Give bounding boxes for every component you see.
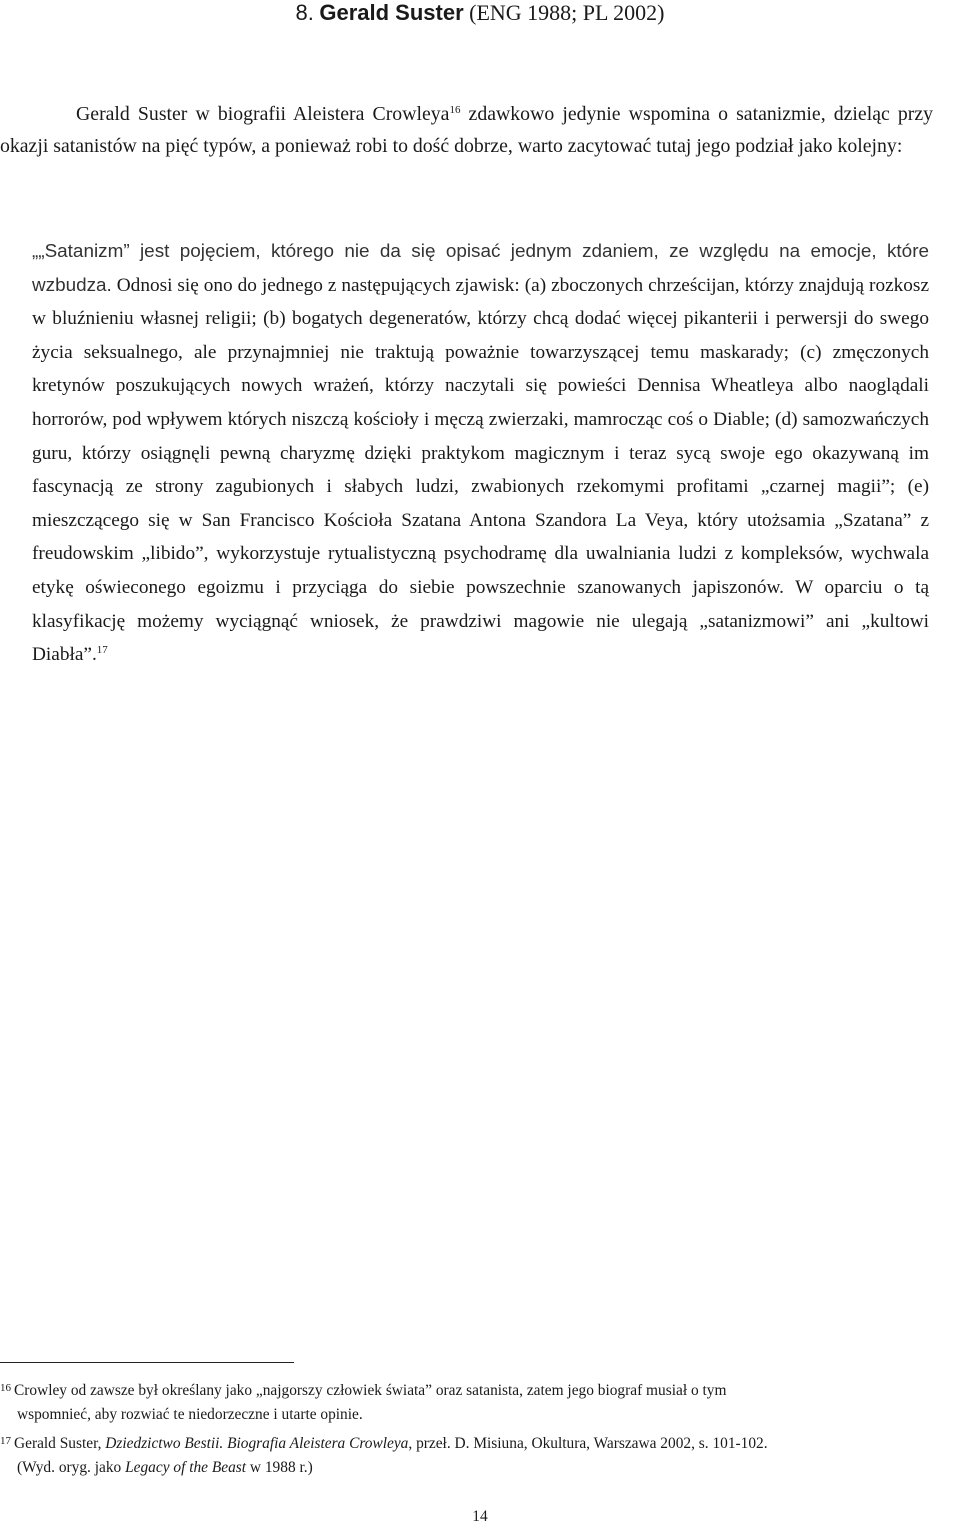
quote-serif-part: Odnosi się ono do jednego z następujących zjawisk: (a) zboczonych chrześcijan, którzy znajdują rozkosz w bluźnieniu własnej religii; (b) bogatych degeneratów, którzy chcą dodać więcej pikanterii i perwersji do swego życia seksualnego, ale przynajmniej nie traktują poważnie towarzyszącej temu maskarady; (c) zmęczonych kretynów poszukujących nowych wrażeń, którzy naczytali się powieści Dennisa Wheatleya albo naoglądali horrorów, pod wpływem których niszczą kościoły i męczą zwierzaki, mamrocząc coś o Diable; (d) samozwańczych guru, którzy osiągnęli pewną charyzmę dzięki praktykom magicznym i teraz sycą swoje ego okazywaną im fascynacją ze strony zagubionych i słabych ludzi, zwabionych rzekomymi profitami „czarnej magii”; (e) mieszczącego się w San Francisco Kościoła Szatana Antona Szandora La Veya, który utożsamia „Szatana” z freudowskim „libido”, wykorzystuje rytualistyczną psychodramę dla uwalniania ludzi z kompleksów, wychwala etykę oświeconego egoizmu i przyciąga do siebie powszechnie szanowanych japiszonów. W oparciu o tą klasyfikację możemy wyciągnąć wniosek, że prawdziwi magowie nie ulegają „satanizmowi” ani „kultowi Diabła”. (32, 274, 929, 666)
page-number: 14 (472, 1508, 488, 1525)
quote-sans-part: „„Satanizm” jest pojęciem, którego nie da się opisać jednym zdaniem, ze względu na emocje, które wzbudza. (32, 241, 929, 296)
footnote-orig-prefix: (Wyd. oryg. jako (17, 1459, 126, 1476)
intro-text: Gerald Suster w biografii Aleistera Crowleya (76, 103, 450, 125)
section-meta: (ENG 1988; PL 2002) (469, 0, 665, 25)
footnote-ref-17[interactable]: 17 (96, 644, 108, 657)
intro-text-cont: zdawkowo jedynie wspomina o satanizmie, dzieląc przy okazji satanistów na pięć typów, a ponieważ robi to dość dobrze, warto zacytować tutaj jego podział jako kolejny: (0, 103, 934, 157)
footnote-orig-suffix: w 1988 r.) (246, 1459, 313, 1476)
section-author: Gerald Suster (319, 0, 464, 25)
footnote-text: Crowley od zawsze był określany jako „najgorszy człowiek świata” oraz satanista, zatem jego biograf musiał o tym (14, 1382, 727, 1399)
intro-paragraph (0, 98, 933, 162)
footnote-details: , przeł. D. Misiuna, Okultura, Warszawa 2002, s. 101-102. (408, 1435, 768, 1452)
footnote-17 (0, 1429, 955, 1480)
footnote-orig-title: Legacy of the Beast (125, 1459, 247, 1476)
footnote-separator (0, 1362, 294, 1363)
footnote-text-cont: wspomnieć, aby rozwiać te niedorzeczne i utarte opinie. (17, 1406, 363, 1423)
footnote-16 (0, 1376, 955, 1427)
footnote-book-title: Dziedzictwo Bestii. Biografia Aleistera Crowleya (105, 1435, 409, 1452)
footnote-number: 16 (0, 1382, 11, 1394)
footnote-author: Gerald Suster, (14, 1435, 106, 1452)
footnote-number: 17 (0, 1435, 11, 1447)
footnote-ref-16[interactable]: 16 (449, 104, 461, 116)
block-quote (32, 235, 929, 672)
section-title (0, 0, 960, 26)
section-number: 8. (295, 0, 314, 25)
